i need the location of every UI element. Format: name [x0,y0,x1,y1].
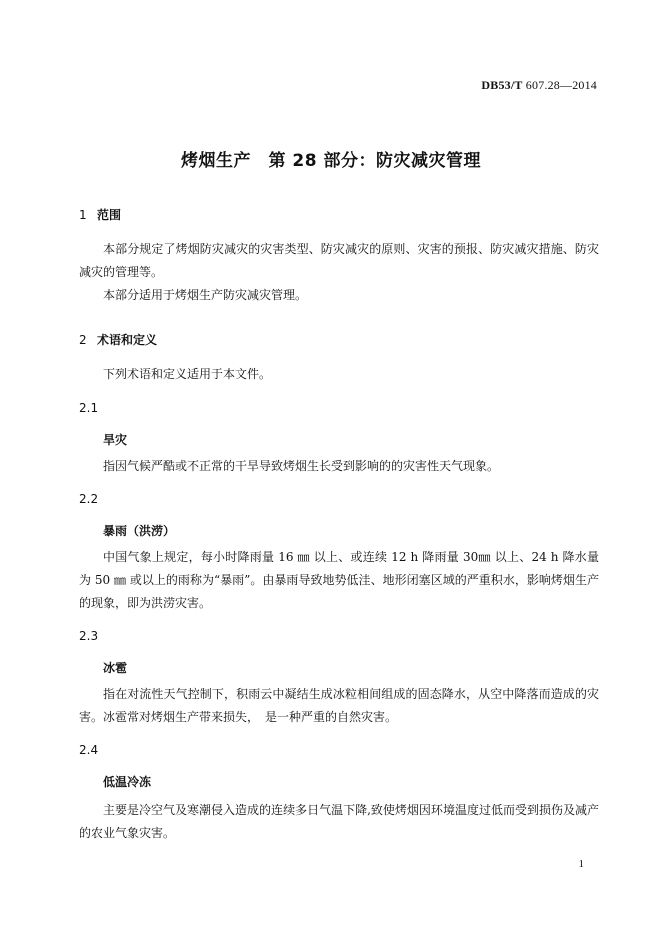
term-definition: 指因气候严酷或不正常的干旱导致烤烟生长受到影响的的灾害性天气现象。 [103,459,500,473]
term-name: 低温冷冻 [103,775,152,789]
paragraph: 下列术语和定义适用于本文件。 [103,367,272,381]
document-title: 烤烟生产 第 28 部分：防灾减灾管理 [181,151,481,171]
page-number: 1 [578,858,584,870]
paragraph: 本部分规定了烤烟防灾减灾的灾害类型、防灾减灾的原则、灾害的预报、防灾减灾措施、防灾减灾的管理等。 [79,242,599,279]
section-number: 2 [79,333,87,347]
standard-prefix: DB53/T [481,78,523,92]
standard-number: 607.28—2014 [525,78,597,92]
section-title: 术语和定义 [97,333,158,347]
term-definition: 主要是冷空气及寒潮侵入造成的连续多日气温下降,致使烤烟因环境温度过低而受到损伤及减产的农业气象灾害。 [79,803,599,840]
term-name: 冰雹 [103,661,128,675]
section-heading-scope [79,206,121,223]
standard-code [481,78,597,93]
section-heading-terms [79,331,157,348]
term-name: 暴雨（洪涝） [103,524,176,538]
term-number: 2.2 [79,492,99,506]
term-number: 2.1 [79,401,99,415]
term-number: 2.3 [79,629,99,643]
term-definition: 指在对流性天气控制下，积雨云中凝结生成冰粒相间组成的固态降水，从空中降落而造成的灾害。冰雹常对烤烟生产带来损失， 是一种严重的自然灾害。 [79,687,599,724]
section-number: 1 [79,208,87,222]
term-definition: 中国气象上规定，每小时降雨量 16 ㎜ 以上、或连续 12 h 降雨量 30㎜ 以上、24 h 降水量为 50 ㎜ 或以上的雨称为“暴雨”。由暴雨导致地势低洼、地形闭塞区域的严重积水，影响烤烟生产的现象，即为洪涝灾害。 [79,550,599,610]
term-number: 2.4 [79,743,99,757]
term-name: 旱灾 [103,433,128,447]
section-title: 范围 [97,208,122,222]
paragraph: 本部分适用于烤烟生产防灾减灾管理。 [103,288,308,302]
